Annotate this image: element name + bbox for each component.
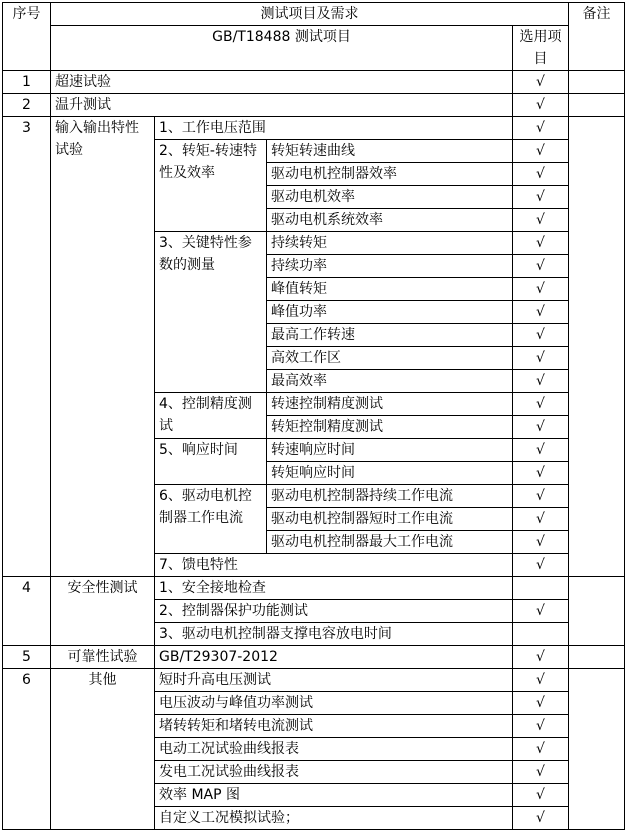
table-row: [3, 71, 625, 94]
sub-item: GB/T29307-2012: [155, 646, 513, 669]
sub-item: 驱动电机控制器最大工作电流: [267, 531, 513, 554]
sub-item: 7、馈电特性: [155, 554, 513, 577]
remark-cell: [569, 669, 625, 830]
table-row: [3, 94, 625, 117]
check-mark: √: [513, 508, 569, 531]
check-mark: √: [513, 347, 569, 370]
row-category: 输入输出特性试验: [51, 117, 155, 577]
remark-cell: [569, 646, 625, 669]
sub-item: 转矩响应时间: [267, 462, 513, 485]
sub-item: 电动工况试验曲线报表: [155, 738, 513, 761]
sub-item: 最高效率: [267, 370, 513, 393]
header-items-title: 测试项目及需求: [51, 3, 569, 26]
sub-item: 1、工作电压范围: [155, 117, 513, 140]
check-mark: √: [513, 531, 569, 554]
sub-item: 3、驱动电机控制器支撑电容放电时间: [155, 623, 513, 646]
check-mark: √: [513, 416, 569, 439]
sub-item: 转矩转速曲线: [267, 140, 513, 163]
check-mark: √: [513, 784, 569, 807]
row-item: 温升测试: [51, 94, 513, 117]
group-title: 6、驱动电机控制器工作电流: [155, 485, 267, 554]
header-standard-title: GB/T18488 测试项目: [51, 26, 513, 71]
check-mark: √: [513, 186, 569, 209]
row-number: 6: [3, 669, 51, 830]
remark-cell: [569, 577, 625, 646]
check-mark: √: [513, 485, 569, 508]
check-mark: √: [513, 301, 569, 324]
sub-item: 持续转矩: [267, 232, 513, 255]
row-item: 超速试验: [51, 71, 513, 94]
header-remark: 备注: [569, 3, 625, 71]
row-number: 1: [3, 71, 51, 94]
check-mark: √: [513, 646, 569, 669]
sub-item: 转矩控制精度测试: [267, 416, 513, 439]
check-mark: √: [513, 278, 569, 301]
remark-cell: [569, 94, 625, 117]
table-row: [3, 117, 625, 140]
sub-item: 自定义工况模拟试验；: [155, 807, 513, 830]
check-mark: √: [513, 554, 569, 577]
sub-item: 驱动电机控制器持续工作电流: [267, 485, 513, 508]
sub-item: 发电工况试验曲线报表: [155, 761, 513, 784]
row-category: 其他: [51, 669, 155, 830]
group-title: 2、转矩-转速特性及效率: [155, 140, 267, 232]
row-category: 安全性测试: [51, 577, 155, 646]
remark-cell: [569, 117, 625, 577]
sub-item: 驱动电机系统效率: [267, 209, 513, 232]
row-category: 可靠性试验: [51, 646, 155, 669]
check-mark: √: [513, 324, 569, 347]
sub-item: 驱动电机效率: [267, 186, 513, 209]
table-row: [3, 577, 625, 600]
row-number: 4: [3, 577, 51, 646]
row-number: 2: [3, 94, 51, 117]
sub-item: 高效工作区: [267, 347, 513, 370]
check-mark: √: [513, 71, 569, 94]
sub-item: 持续功率: [267, 255, 513, 278]
check-empty: [513, 577, 569, 600]
sub-item: 转速响应时间: [267, 439, 513, 462]
check-mark: √: [513, 439, 569, 462]
sub-item: 2、控制器保护功能测试: [155, 600, 513, 623]
check-empty: [513, 623, 569, 646]
check-mark: √: [513, 600, 569, 623]
group-title: 3、关键特性参数的测量: [155, 232, 267, 393]
check-mark: √: [513, 669, 569, 692]
check-mark: √: [513, 692, 569, 715]
check-mark: √: [513, 232, 569, 255]
check-mark: √: [513, 761, 569, 784]
check-mark: √: [513, 255, 569, 278]
sub-item: 1、安全接地检查: [155, 577, 513, 600]
check-mark: √: [513, 163, 569, 186]
sub-item: 堵转转矩和堵转电流测试: [155, 715, 513, 738]
test-items-table: [2, 2, 625, 830]
row-number: 3: [3, 117, 51, 577]
sub-item: 峰值转矩: [267, 278, 513, 301]
sub-item: 最高工作转速: [267, 324, 513, 347]
sub-item: 驱动电机控制器效率: [267, 163, 513, 186]
table-row: [3, 669, 625, 692]
check-mark: √: [513, 393, 569, 416]
table-row: [3, 646, 625, 669]
check-mark: √: [513, 738, 569, 761]
check-mark: √: [513, 807, 569, 830]
header-selected: 选用项目: [513, 26, 569, 71]
header-seq: 序号: [3, 3, 51, 71]
check-mark: √: [513, 117, 569, 140]
remark-cell: [569, 71, 625, 94]
group-title: 5、响应时间: [155, 439, 267, 485]
check-mark: √: [513, 140, 569, 163]
check-mark: √: [513, 209, 569, 232]
sub-item: 转速控制精度测试: [267, 393, 513, 416]
group-title: 4、控制精度测试: [155, 393, 267, 439]
sub-item: 电压波动与峰值功率测试: [155, 692, 513, 715]
row-number: 5: [3, 646, 51, 669]
sub-item: 驱动电机控制器短时工作电流: [267, 508, 513, 531]
check-mark: √: [513, 462, 569, 485]
check-mark: √: [513, 94, 569, 117]
sub-item: 峰值功率: [267, 301, 513, 324]
check-mark: √: [513, 370, 569, 393]
sub-item: 效率 MAP 图: [155, 784, 513, 807]
check-mark: √: [513, 715, 569, 738]
sub-item: 短时升高电压测试: [155, 669, 513, 692]
